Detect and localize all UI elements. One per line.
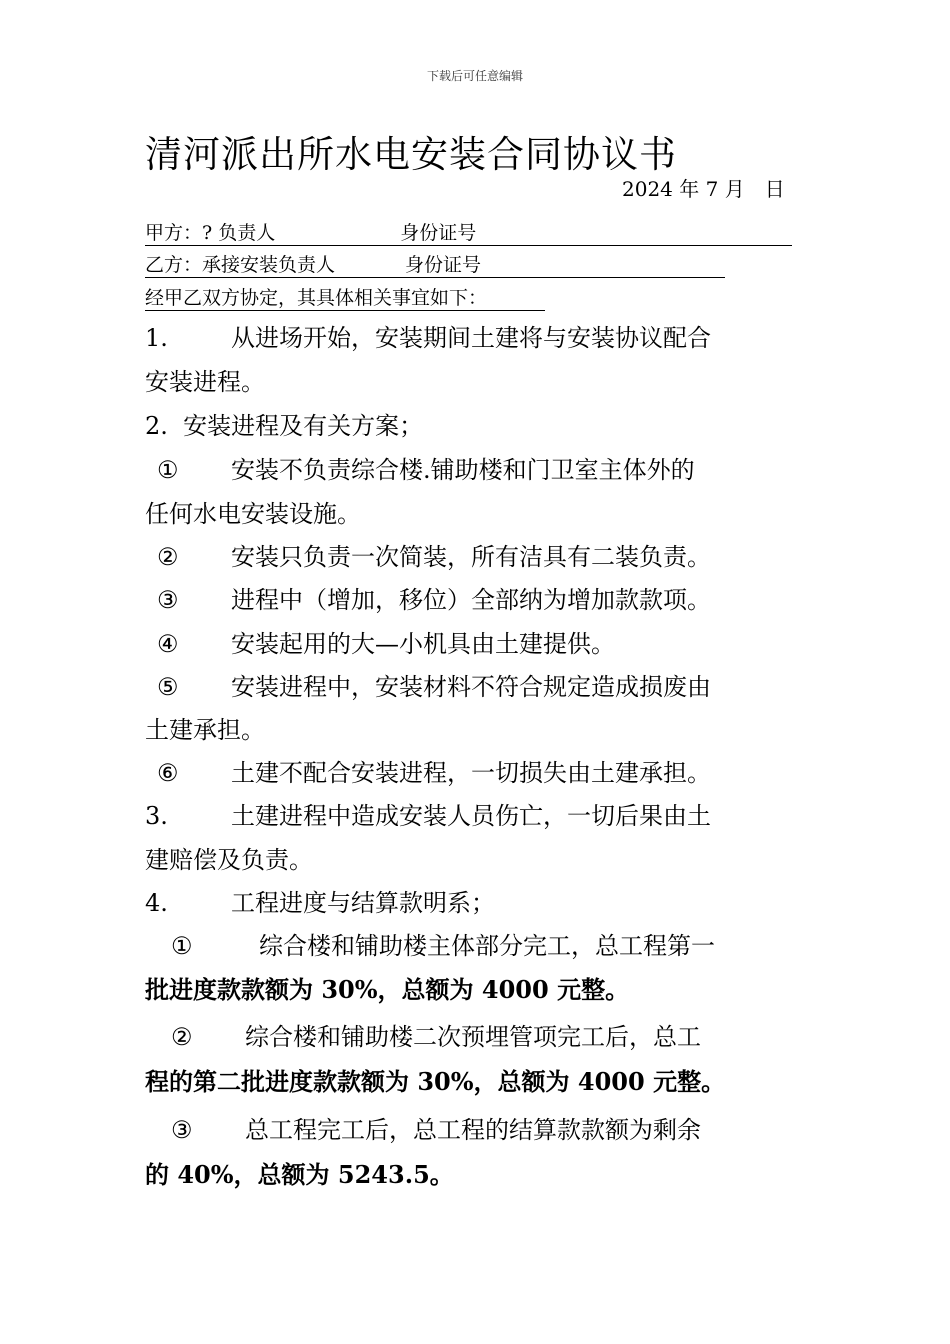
party-b-id-label: 身份证号 <box>405 254 482 276</box>
contract-date: 2024 年 7 月 日 <box>622 177 785 201</box>
clause-text: 任何水电安装设施。 <box>145 500 361 528</box>
page-header: 下载后可任意编辑 <box>426 69 523 83</box>
agreement-intro-text: 经甲乙双方协定，其具体相关事宜如下： <box>145 287 488 309</box>
party-a-line <box>145 218 792 246</box>
item-marker: ⑤ <box>157 673 179 701</box>
item-marker: ② <box>157 543 179 571</box>
clause-4-item-3-cont <box>145 1155 454 1190</box>
clause-2-item-5 <box>145 667 711 702</box>
clause-1-cont <box>145 362 265 397</box>
item-marker: ① <box>157 456 179 484</box>
item-marker: ④ <box>157 630 179 658</box>
clause-text: 的 40%，总额为 5243.5。 <box>145 1160 454 1189</box>
clause-text: 总工程完工后，总工程的结算款款额为剩余 <box>245 1116 701 1144</box>
clause-2-item-1-cont <box>145 494 361 529</box>
clause-text: 从进场开始，安装期间土建将与安装协议配合 <box>231 324 711 352</box>
clause-2-item-4 <box>145 624 615 659</box>
clause-marker: 4. <box>145 889 168 917</box>
clause-text: 批进度款款额为 30%，总额为 4000 元整。 <box>145 975 630 1004</box>
clause-text: 程的第二批进度款款额为 30%，总额为 4000 元整。 <box>145 1067 726 1096</box>
clause-4-item-1-cont <box>145 970 629 1005</box>
clause-4-item-3 <box>145 1110 701 1145</box>
clause-text: 土建承担。 <box>145 716 265 744</box>
clause-text: 安装进程及有关方案； <box>183 412 424 440</box>
clause-marker: 2. <box>145 412 168 440</box>
clause-4-item-2-cont <box>145 1062 725 1097</box>
clause-text: 安装进程中，安装材料不符合规定造成损废由 <box>231 673 711 701</box>
clause-text: 安装进程。 <box>145 368 265 396</box>
clause-2-item-3 <box>145 580 711 615</box>
clause-marker: 1. <box>145 324 168 352</box>
clause-text: 土建不配合安装进程，一切损失由土建承担。 <box>231 759 711 787</box>
clause-text: 安装只负责一次简装，所有洁具有二装负责。 <box>231 543 711 571</box>
clause-4-item-2 <box>145 1017 701 1052</box>
document-title: 清河派出所水电安装合同协议书 <box>145 133 677 176</box>
party-b-label: 乙方：承接安装负责人 <box>145 254 336 276</box>
party-a-label: 甲方：? 负责人 <box>145 222 276 244</box>
clause-marker: 3. <box>145 802 168 830</box>
clause-2-item-2 <box>145 537 711 572</box>
clause-3-cont <box>145 840 313 875</box>
party-b-line <box>145 250 725 278</box>
clause-2 <box>145 406 423 441</box>
item-marker: ③ <box>157 586 179 614</box>
agreement-intro <box>145 283 545 311</box>
clause-4-item-1 <box>145 926 715 961</box>
clause-text: 建赔偿及负责。 <box>145 846 313 874</box>
item-marker: ① <box>171 932 193 960</box>
clause-2-item-6 <box>145 753 711 788</box>
clause-text: 工程进度与结算款明系； <box>231 889 495 917</box>
party-a-id-label: 身份证号 <box>400 222 477 244</box>
item-marker: ⑥ <box>157 759 179 787</box>
clause-1 <box>145 318 711 353</box>
clause-text: 安装起用的大—小机具由土建提供。 <box>231 630 615 658</box>
clause-2-item-1 <box>145 450 695 485</box>
clause-2-item-5-cont <box>145 710 265 745</box>
item-marker: ② <box>171 1023 193 1051</box>
clause-text: 安装不负责综合楼.铺助楼和门卫室主体外的 <box>231 456 695 484</box>
clause-text: 综合楼和铺助楼主体部分完工，总工程第一 <box>259 932 715 960</box>
item-marker: ③ <box>171 1116 193 1144</box>
clause-3 <box>145 796 711 831</box>
clause-text: 土建进程中造成安装人员伤亡，一切后果由土 <box>231 802 711 830</box>
clause-text: 进程中（增加，移位）全部纳为增加款款项。 <box>231 586 711 614</box>
clause-4 <box>145 883 495 918</box>
clause-text: 综合楼和铺助楼二次预埋管项完工后，总工 <box>245 1023 701 1051</box>
